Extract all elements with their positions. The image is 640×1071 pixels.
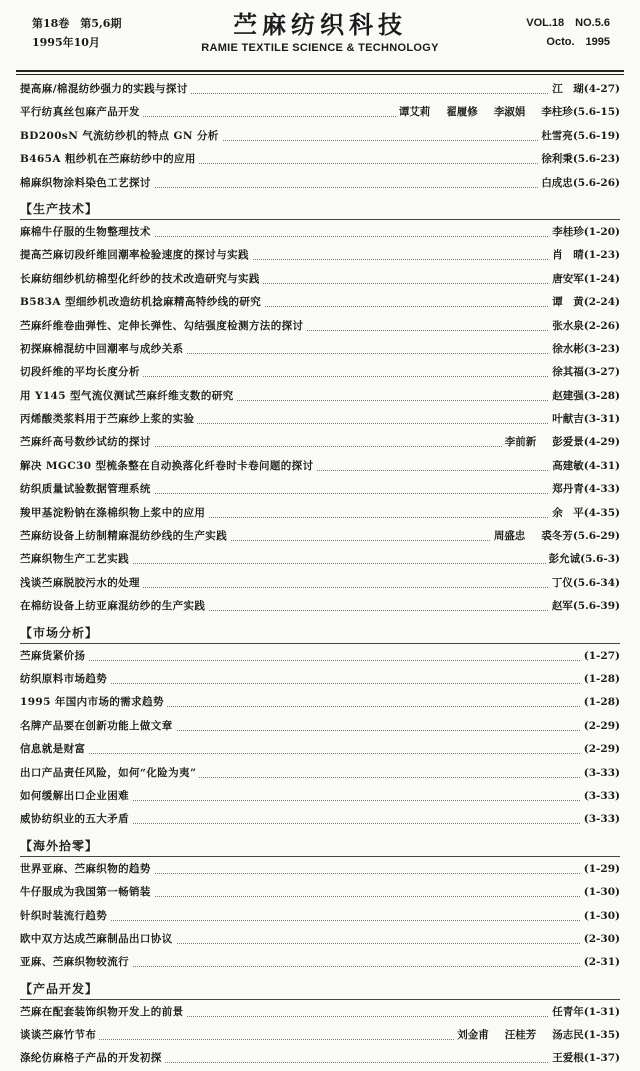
- entry-author: 江 瑚: [552, 83, 584, 95]
- entry-title: BD200sN 气流纺纱机的特点 GN 分析: [20, 125, 222, 148]
- toc-entry: [16, 951, 624, 974]
- entry-page: (3-33): [583, 766, 620, 779]
- entry-page: (1-29): [583, 862, 620, 875]
- entry-title: 世界亚麻、苎麻织物的趋势: [20, 858, 154, 881]
- section-heading: [16, 977, 624, 1001]
- entry-meta: [581, 858, 620, 881]
- toc-entry: [16, 881, 624, 904]
- entry-meta: [549, 244, 620, 267]
- entry-author: 汪桂芳: [504, 1029, 537, 1042]
- entry-title: 用 Y145 型气流仪测试苎麻纤维支数的研究: [20, 385, 237, 408]
- entry-meta: [581, 691, 620, 714]
- entry-meta: [549, 78, 620, 101]
- entry-meta: [549, 291, 620, 314]
- date-cn: 1995年10月: [32, 36, 100, 49]
- entry-title: 名牌产品要在创新功能上做文章: [20, 715, 176, 738]
- volume-issue-en: VOL.18 NO.5.6: [526, 17, 610, 29]
- entry-title: 提高麻/棉混纺纱强力的实践与探讨: [20, 78, 191, 101]
- journal-title-en: RAMIE TEXTILE SCIENCE & TECHNOLOGY: [201, 42, 439, 54]
- entry-author: 徐利秉: [541, 153, 573, 166]
- entry-page: (4-31): [583, 459, 620, 472]
- entry-meta: [581, 881, 620, 904]
- entry-page: (1-24): [583, 272, 620, 285]
- toc-entry: [16, 715, 624, 738]
- toc-entry: [16, 455, 624, 478]
- toc-entry: [16, 148, 624, 171]
- toc-entry: [16, 1024, 624, 1047]
- entry-title: 初探麻棉混纺中回潮率与成纱关系: [20, 338, 187, 361]
- entry-meta: [581, 951, 620, 974]
- entry-author: 肖 晴: [552, 249, 584, 262]
- entry-author: 彭允诚: [548, 553, 581, 566]
- section-heading: [16, 197, 624, 221]
- entry-author: 李柱珍: [541, 106, 573, 119]
- entry-meta: [549, 572, 620, 595]
- entry-author: 徐其福: [552, 366, 584, 379]
- entry-title: 在棉纺设备上纺亚麻混纺纱的生产实践: [20, 595, 208, 618]
- entry-author: 谭艾莉: [398, 106, 431, 119]
- entry-page: (1-37): [583, 1052, 620, 1065]
- entry-page: (4-33): [583, 483, 620, 496]
- date-en: Octo. 1995: [546, 36, 610, 48]
- entry-author: 赵建强: [552, 389, 584, 402]
- section-label: 【生产技术】: [20, 201, 99, 216]
- entry-page: (1-20): [583, 225, 620, 238]
- toc-entry: [16, 738, 624, 761]
- entry-title: 1995 年国内市场的需求趋势: [20, 691, 167, 714]
- entry-title: 羧甲基淀粉钠在涤棉织物上浆中的应用: [20, 502, 208, 525]
- entry-author: 赵军: [551, 600, 573, 613]
- entry-author: 李前新: [504, 436, 537, 449]
- entry-page: (2-26): [583, 319, 620, 332]
- entry-author: 彭爱景: [552, 436, 584, 449]
- toc-list: [16, 78, 624, 1071]
- entry-meta: [581, 715, 620, 738]
- entry-meta: [549, 408, 620, 431]
- entry-author: 张水泉: [552, 319, 584, 332]
- toc-entry: [16, 268, 624, 291]
- toc-entry: [16, 431, 624, 454]
- entry-title: B465A 粗纱机在苎麻纺纱中的应用: [20, 148, 199, 171]
- entry-meta: [502, 431, 620, 454]
- entry-title: 平行纺真丝包麻产品开发: [20, 101, 143, 124]
- entry-title: 苎麻纺设备上纺制精麻混纺纱线的生产实践: [20, 525, 230, 548]
- entry-page: (5.6-34): [572, 576, 620, 589]
- entry-meta: [549, 1001, 620, 1024]
- toc-entry: [16, 785, 624, 808]
- entry-page: (3-23): [583, 342, 620, 355]
- toc-entry: [16, 762, 624, 785]
- entry-page: (2-29): [583, 719, 620, 732]
- entry-title: 涤纶仿麻格子产品的开发初探: [20, 1047, 165, 1070]
- entry-meta: [549, 268, 620, 291]
- toc-entry: [16, 668, 624, 691]
- volume-issue-cn: 第18卷 第5,6期: [32, 17, 122, 30]
- entry-author: 翟履修: [446, 106, 478, 119]
- toc-entry: [16, 572, 624, 595]
- toc-entry: [16, 645, 624, 668]
- entry-author: 汤志民: [552, 1029, 584, 1042]
- entry-author: 李桂珍: [552, 225, 584, 238]
- entry-title: 纺织原料市场趋势: [20, 668, 110, 691]
- entry-author: 叶献吉: [552, 413, 584, 426]
- toc-entry: [16, 525, 624, 548]
- entry-author: 徐水彬: [552, 342, 584, 355]
- entry-page: (1-35): [583, 1029, 620, 1042]
- entry-title: 威协纺织业的五大矛盾: [20, 808, 132, 831]
- entry-page: (3-33): [583, 789, 620, 802]
- entry-title: 丙烯酸类浆料用于苎麻纱上浆的实验: [20, 408, 197, 431]
- entry-author: 余 平: [552, 506, 584, 519]
- toc-entry: [16, 125, 624, 148]
- toc-entry: [16, 385, 624, 408]
- entry-meta: [454, 1024, 620, 1047]
- section-label: 【海外拾零】: [20, 838, 99, 853]
- entry-page: (2-29): [583, 743, 620, 756]
- entry-meta: [546, 548, 620, 571]
- toc-entry: [16, 338, 624, 361]
- toc-entry: [16, 361, 624, 384]
- entry-meta: [549, 478, 620, 501]
- entry-title: 提高苎麻切段纤维回潮率检验速度的探讨与实践: [20, 244, 252, 267]
- toc-entry: [16, 595, 624, 618]
- journal-title-cn: 苎麻纺织科技: [233, 10, 407, 39]
- entry-page: (3-28): [583, 389, 620, 402]
- dot-leader: [20, 660, 620, 661]
- entry-page: (1-30): [583, 886, 620, 899]
- entry-page: (5.6-19): [572, 129, 620, 142]
- toc-entry: [16, 78, 624, 101]
- entry-author: 刘金甫: [457, 1029, 489, 1042]
- entry-meta: [538, 172, 620, 195]
- entry-title: 苎麻在配套装饰织物开发上的前景: [20, 1001, 187, 1024]
- entry-page: (1-31): [583, 1005, 620, 1018]
- entry-author: 任青年: [552, 1005, 584, 1018]
- entry-title: 苎麻纤高号数纱试纺的探讨: [20, 431, 154, 454]
- entry-author: 王爱根: [552, 1052, 584, 1065]
- section-rule: [20, 856, 620, 857]
- entry-meta: [538, 148, 620, 171]
- toc-entry: [16, 315, 624, 338]
- toc-entry: [16, 808, 624, 831]
- toc-entry: [16, 905, 624, 928]
- toc-entry: [16, 244, 624, 267]
- entry-page: (2-24): [583, 296, 620, 309]
- entry-page: (4-35): [583, 506, 620, 519]
- entry-meta: [491, 525, 620, 548]
- entry-page: (5.6-3): [580, 553, 620, 566]
- entry-page: (1-30): [583, 909, 620, 922]
- toc-entry: [16, 858, 624, 881]
- entry-page: (4-27): [583, 83, 620, 95]
- entry-author: 唐安军: [552, 272, 584, 285]
- entry-author: 裘冬芳: [541, 530, 573, 543]
- entry-meta: [549, 361, 620, 384]
- entry-page: (5.6-26): [572, 176, 620, 189]
- entry-page: (3-27): [583, 366, 620, 379]
- toc-entry: [16, 101, 624, 124]
- toc-entry: [16, 408, 624, 431]
- header-rule: [16, 70, 624, 72]
- entry-title: B583A 型细纱机改造纺机捻麻精高特纱线的研究: [20, 291, 264, 314]
- entry-meta: [581, 668, 620, 691]
- toc-entry: [16, 478, 624, 501]
- entry-meta: [549, 315, 620, 338]
- entry-author: 谭 黄: [552, 296, 584, 309]
- entry-page: (1-27): [583, 649, 620, 662]
- entry-page: (5.6-23): [572, 153, 620, 166]
- section-label: 【产品开发】: [20, 981, 99, 996]
- entry-author: 白成忠: [541, 176, 573, 189]
- entry-title: 苎麻货紧价扬: [20, 645, 88, 668]
- entry-title: 出口产品责任风险，如何“化险为夷”: [20, 762, 199, 785]
- entry-title: 信息就是财富: [20, 738, 88, 761]
- entry-meta: [581, 738, 620, 761]
- toc-entry: [16, 691, 624, 714]
- entry-page: (1-23): [583, 249, 620, 262]
- entry-title: 牛仔服成为我国第一畅销装: [20, 881, 154, 904]
- entry-page: (2-30): [583, 932, 620, 945]
- entry-meta: [549, 595, 620, 618]
- entry-meta: [549, 221, 620, 244]
- toc-entry: [16, 221, 624, 244]
- entry-title: 如何缓解出口企业困难: [20, 785, 132, 808]
- entry-author: 杜雪亮: [541, 129, 573, 142]
- dot-leader: [20, 753, 620, 754]
- entry-meta: [396, 101, 620, 124]
- entry-meta: [581, 928, 620, 951]
- entry-title: 长麻纺细纱机纺棉型化纤纱的技术改造研究与实践: [20, 268, 263, 291]
- entry-title: 谈谈苎麻竹节布: [20, 1024, 99, 1047]
- header-right: [526, 14, 610, 52]
- entry-title: 浅谈苎麻脱胶污水的处理: [20, 572, 143, 595]
- entry-page: (2-31): [583, 956, 620, 969]
- entry-page: (3-33): [583, 813, 620, 826]
- entry-meta: [581, 645, 620, 668]
- journal-header: [16, 10, 624, 78]
- entry-page: (5.6-15): [572, 106, 620, 119]
- section-heading: [16, 621, 624, 645]
- entry-meta: [549, 455, 620, 478]
- entry-title: 针织时装流行趋势: [20, 905, 110, 928]
- section-label: 【市场分析】: [20, 625, 99, 640]
- entry-title: 亚麻、苎麻织物较流行: [20, 951, 132, 974]
- entry-title: 麻棉牛仔服的生物整理技术: [20, 221, 154, 244]
- entry-page: (1-28): [583, 696, 620, 709]
- entry-page: (3-31): [583, 413, 620, 426]
- entry-page: (1-28): [583, 672, 620, 685]
- entry-author: 丁仪: [551, 576, 573, 589]
- entry-meta: [549, 385, 620, 408]
- entry-page: (4-29): [583, 436, 620, 449]
- toc-entry: [16, 502, 624, 525]
- entry-author: 郑丹青: [552, 483, 584, 496]
- toc-entry: [16, 548, 624, 571]
- header-rule-thin: [16, 74, 624, 75]
- entry-author: 李淑娟: [493, 106, 526, 119]
- entry-meta: [581, 905, 620, 928]
- entry-author: 高建敏: [552, 459, 584, 472]
- entry-title: 棉麻织物涂料染色工艺探讨: [20, 172, 154, 195]
- entry-meta: [581, 762, 620, 785]
- entry-meta: [549, 338, 620, 361]
- entry-title: 欧中双方达成苎麻制品出口协议: [20, 928, 176, 951]
- entry-meta: [549, 1047, 620, 1070]
- toc-entry: [16, 172, 624, 195]
- toc-entry: [16, 291, 624, 314]
- entry-title: 苎麻织物生产工艺实践: [20, 548, 132, 571]
- section-heading: [16, 834, 624, 858]
- section-rule: [20, 219, 620, 220]
- toc-entry: [16, 1047, 624, 1070]
- entry-page: (5.6-39): [572, 600, 620, 613]
- entry-author: 周盛忠: [493, 530, 526, 543]
- entry-meta: [549, 502, 620, 525]
- toc-entry: [16, 928, 624, 951]
- entry-title: 切段纤维的平均长度分析: [20, 361, 143, 384]
- toc-entry: [16, 1001, 624, 1024]
- section-rule: [20, 643, 620, 644]
- entry-title: 解决 MGC30 型梳条整在自动换落化纤卷时卡卷问题的探讨: [20, 455, 316, 478]
- entry-meta: [581, 785, 620, 808]
- entry-title: 纺织质量试验数据管理系统: [20, 478, 154, 501]
- entry-meta: [581, 808, 620, 831]
- entry-title: 苎麻纤维卷曲弹性、定伸长弹性、勾结强度检测方法的探讨: [20, 315, 306, 338]
- entry-page: (5.6-29): [572, 530, 620, 543]
- entry-meta: [538, 125, 620, 148]
